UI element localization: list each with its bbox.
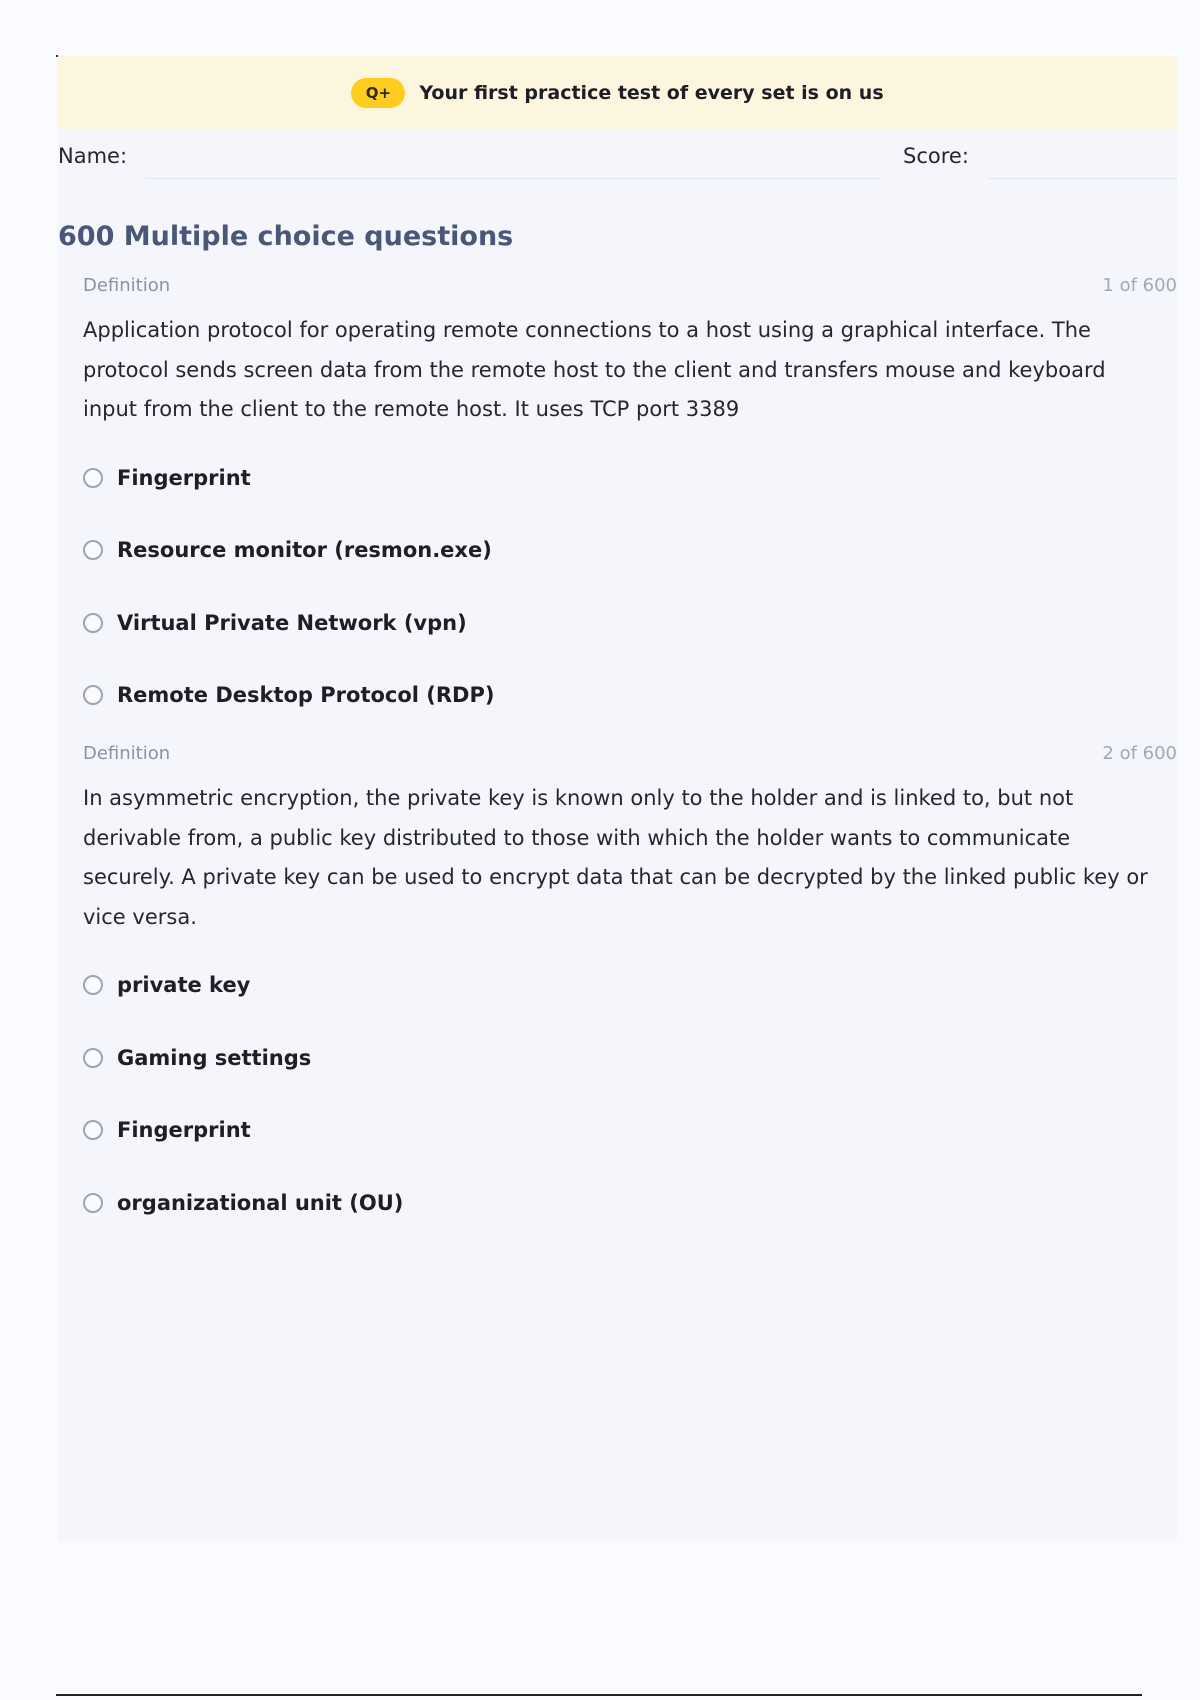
question-counter: 1 of 600 [1102,275,1177,296]
question-card [83,275,1177,732]
question-header [83,743,1177,773]
answer-option-label: Virtual Private Network (vpn) [117,610,467,635]
answer-options [83,949,1177,1239]
answer-option-label: Fingerprint [117,465,251,490]
question-card [83,743,1177,1239]
answer-option-label: Gaming settings [117,1045,312,1070]
test-sheet [58,56,1177,1541]
radio-button[interactable] [83,540,103,560]
answer-option-label: private key [117,973,251,998]
radio-button[interactable] [83,685,103,705]
page-bottom-rule [56,1694,1142,1696]
name-score-row [58,134,1177,178]
score-field-line [988,178,1177,179]
answer-option-label: Remote Desktop Protocol (RDP) [117,683,495,708]
answer-option[interactable] [83,1094,1177,1167]
quizlet-plus-badge: Q+ [351,78,405,108]
answer-option[interactable] [83,949,1177,1022]
answer-option[interactable] [83,1167,1177,1240]
answer-option[interactable] [83,514,1177,587]
answer-option-label: organizational unit (OU) [117,1190,404,1215]
radio-button[interactable] [83,1120,103,1140]
answer-option-label: Fingerprint [117,1118,251,1143]
section-title: 600 Multiple choice questions [58,221,514,252]
answer-option[interactable] [83,587,1177,660]
promo-banner-text: Your first practice test of every set is on us [419,81,884,104]
answer-option-label: Resource monitor (resmon.exe) [117,538,492,563]
answer-options [83,442,1177,732]
radio-button[interactable] [83,613,103,633]
score-label: Score: [903,144,969,168]
question-header [83,275,1177,305]
answer-option[interactable] [83,659,1177,732]
promo-banner[interactable] [58,56,1177,129]
radio-button[interactable] [83,975,103,995]
answer-option[interactable] [83,1022,1177,1095]
radio-button[interactable] [83,1193,103,1213]
question-counter: 2 of 600 [1102,743,1177,764]
question-text: Application protocol for operating remote connections to a host using a graphical interface. The protocol sends screen data from the remote host to the client and transfers mouse and keyboard input from the client to the remote host. It uses TCP port 3389 [83,318,1106,421]
radio-button[interactable] [83,1048,103,1068]
name-label: Name: [58,144,128,168]
question-type-label: Definition [83,743,171,764]
radio-button[interactable] [83,468,103,488]
question-text: In asymmetric encryption, the private key is known only to the holder and is linked to, but not derivable from, a public key distributed to those with which the holder wants to communicate securely. A private key can be used to encrypt data that can be decrypted by the linked public key or vice versa. [83,786,1148,929]
answer-option[interactable] [83,442,1177,515]
question-type-label: Definition [83,275,171,296]
name-field-line [146,178,881,179]
